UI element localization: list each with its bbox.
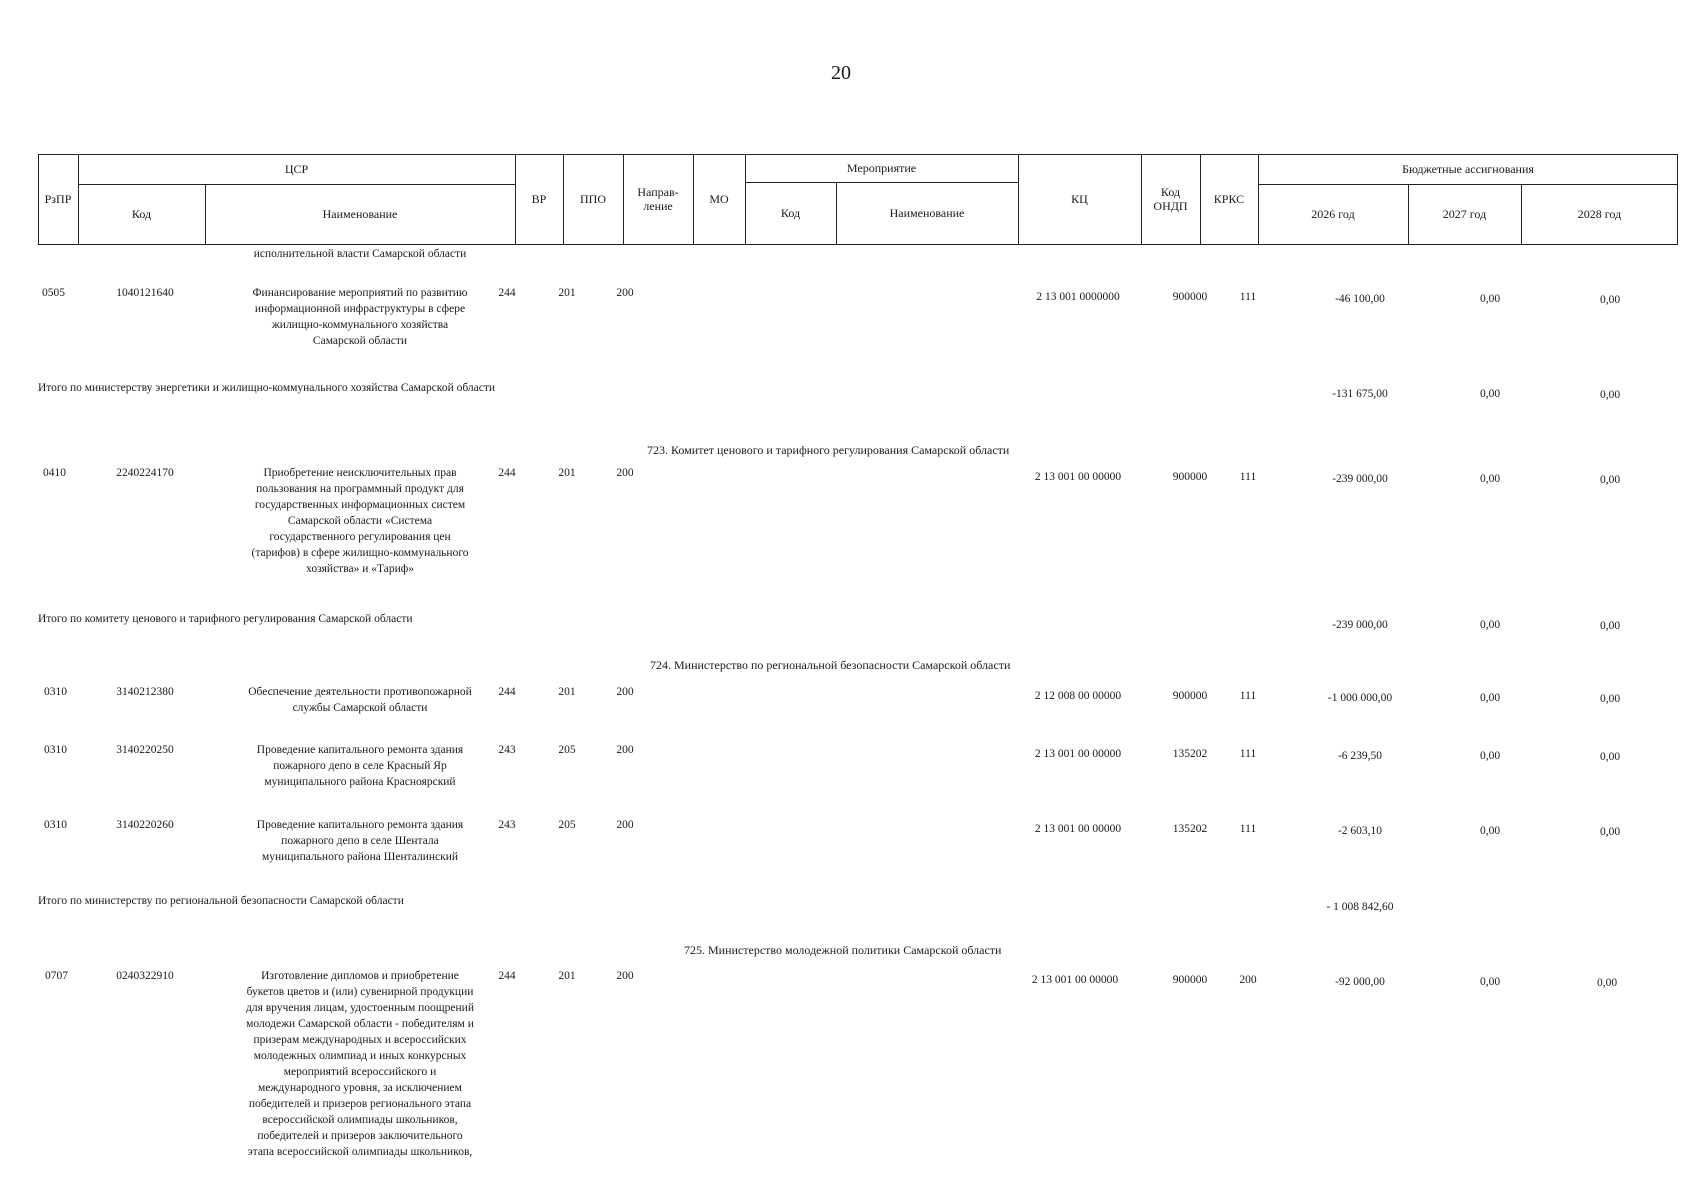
cell-ppo: 201 <box>558 686 576 698</box>
total-label: Итого по комитету ценового и тарифного регулирования Самарской области <box>38 613 413 625</box>
cell-2028: 0,00 <box>1599 474 1621 486</box>
cell-2026: -92 000,00 <box>1335 976 1385 988</box>
cell-ondp: 900000 <box>1172 974 1208 986</box>
cell-ondp: 135202 <box>1172 823 1208 835</box>
cell-rzpr: 0310 <box>44 744 67 756</box>
cell-ppo: 205 <box>558 819 576 831</box>
col-csr: ЦСР <box>284 162 309 176</box>
cell-direction: 200 <box>616 467 634 479</box>
cell-code: 0240322910 <box>116 970 174 982</box>
cell-vr: 244 <box>498 970 516 982</box>
total-label: Итого по министерству энергетики и жилищно-коммунального хозяйства Самарской области <box>38 382 496 394</box>
cell-kc: 2 12 008 00 00000 <box>1034 690 1122 702</box>
cell-direction: 200 <box>616 744 634 756</box>
cell-name: Приобретение неисключительных прав пользования на программный продукт для государственных информационных систем Самарской области «Система государственного регулирования цен (тарифов) в сфере жилищно-коммунального хозяйства» и «Тариф» <box>251 467 469 575</box>
cell-rzpr: 0505 <box>42 287 65 299</box>
col-2027: 2027 год <box>1442 207 1487 221</box>
cell-2027: 0,00 <box>1479 473 1501 485</box>
cell-direction: 200 <box>616 287 634 299</box>
cell-kc: 2 13 001 00 00000 <box>1034 748 1122 760</box>
cell-name: Финансирование мероприятий по развитию информационной инфраструктуры в сфере жилищно-коммунального хозяйства Самарской области <box>252 287 468 347</box>
cell-vr: 243 <box>498 744 516 756</box>
cell-krks: 200 <box>1239 974 1257 986</box>
cell-2028: 0,00 <box>1596 977 1618 989</box>
cell-ondp: 900000 <box>1172 471 1208 483</box>
cell-rzpr: 0410 <box>43 467 66 479</box>
section-title-725: 725. Министерство молодежной политики Самарской области <box>684 943 1002 957</box>
cell-2026: -2 603,10 <box>1337 825 1383 837</box>
col-vr: ВР <box>531 192 547 206</box>
cell-code: 3140220250 <box>116 744 174 756</box>
cell-code: 1040121640 <box>116 287 174 299</box>
cell-ondp: 135202 <box>1172 748 1208 760</box>
cell-krks: 111 <box>1239 748 1257 760</box>
cell-kc: 2 13 001 00 00000 <box>1034 823 1122 835</box>
cell-vr: 244 <box>498 467 516 479</box>
total-2026: - 1 008 842,60 <box>1326 901 1394 913</box>
cell-vr: 244 <box>498 287 516 299</box>
cell-2027: 0,00 <box>1479 750 1501 762</box>
cell-2026: -1 000 000,00 <box>1327 692 1393 704</box>
cell-krks: 111 <box>1239 471 1257 483</box>
cell-direction: 200 <box>616 970 634 982</box>
section-title-724: 724. Министерство по региональной безопасности Самарской области <box>650 658 1011 672</box>
col-event: Мероприятие <box>846 161 917 175</box>
total-2026: -131 675,00 <box>1332 388 1388 400</box>
cell-rzpr: 0310 <box>44 686 67 698</box>
cell-kc: 2 13 001 00 00000 <box>1031 974 1119 986</box>
col-budget: Бюджетные ассигнования <box>1402 162 1534 176</box>
section-title-723: 723. Комитет ценового и тарифного регулирования Самарской области <box>647 443 1010 457</box>
cell-ppo: 205 <box>558 744 576 756</box>
cell-ppo: 201 <box>558 467 576 479</box>
cell-ondp: 900000 <box>1172 690 1208 702</box>
cell-2027: 0,00 <box>1479 825 1501 837</box>
cell-krks: 111 <box>1239 823 1257 835</box>
cell-2027: 0,00 <box>1479 293 1501 305</box>
cell-2028: 0,00 <box>1599 826 1621 838</box>
cell-rzpr: 0310 <box>44 819 67 831</box>
cell-2028: 0,00 <box>1599 693 1621 705</box>
cell-code: 3140212380 <box>116 686 174 698</box>
cell-2027: 0,00 <box>1479 692 1501 704</box>
total-2028: 0,00 <box>1599 620 1621 632</box>
page-number: 20 <box>831 62 851 84</box>
col-kc: КЦ <box>1071 192 1088 206</box>
col-2028: 2028 год <box>1577 207 1622 221</box>
cell-ppo: 201 <box>558 970 576 982</box>
cell-name: Проведение капитального ремонта здания пожарного депо в селе Шентала муниципального района Шенталинский <box>256 819 464 863</box>
cell-2028: 0,00 <box>1599 294 1621 306</box>
cell-name: Проведение капитального ремонта здания пожарного депо в селе Красный Яр муниципального района Красноярский <box>256 744 464 788</box>
col-event-code: Код <box>780 206 801 220</box>
col-direction: Направ- ление <box>637 185 679 213</box>
table-header <box>38 154 1678 248</box>
cell-2026: -46 100,00 <box>1335 293 1385 305</box>
cell-2027: 0,00 <box>1479 976 1501 988</box>
cell-kc: 2 13 001 0000000 <box>1036 291 1120 303</box>
cell-2026: -239 000,00 <box>1332 473 1388 485</box>
cell-code: 3140220260 <box>116 819 174 831</box>
cell-rzpr: 0707 <box>45 970 68 982</box>
cell-code: 2240224170 <box>116 467 174 479</box>
col-csr-code: Код <box>131 207 152 221</box>
col-rzpr: РзПР <box>44 192 72 206</box>
total-2027: 0,00 <box>1479 619 1501 631</box>
total-2027: 0,00 <box>1479 388 1501 400</box>
cell-direction: 200 <box>616 819 634 831</box>
continuation-text: исполнительной власти Самарской области <box>253 248 467 260</box>
cell-ppo: 201 <box>558 287 576 299</box>
cell-vr: 244 <box>498 686 516 698</box>
cell-direction: 200 <box>616 686 634 698</box>
col-csr-name: Наименование <box>322 207 398 221</box>
cell-krks: 111 <box>1239 690 1257 702</box>
cell-name: Обеспечение деятельности противопожарной службы Самарской области <box>248 686 472 714</box>
col-2026: 2026 год <box>1311 207 1355 221</box>
total-label: Итого по министерству по региональной безопасности Самарской области <box>38 895 404 907</box>
cell-ondp: 900000 <box>1172 291 1208 303</box>
total-2026: -239 000,00 <box>1332 619 1388 631</box>
col-ondp: Код ОНДП <box>1153 185 1188 213</box>
col-krks: КРКС <box>1213 192 1245 206</box>
col-mo: МО <box>709 192 729 206</box>
cell-name: Изготовление дипломов и приобретение букетов цветов и (или) сувенирной продукции для вручения лицам, удостоенным поощрений молодежи Самарской области - победителям и призерам международных и всероссийских молодежных олимпиад и иных конкурсных мероприятий всероссийского и международного уровня, за исключением победителей и призеров регионального этапа всероссийской олимпиады школьников, победителей и призеров заключительного этапа всероссийской олимпиады школьников, <box>246 970 474 1158</box>
cell-vr: 243 <box>498 819 516 831</box>
cell-krks: 111 <box>1239 291 1257 303</box>
cell-2026: -6 239,50 <box>1337 750 1383 762</box>
col-event-name: Наименование <box>889 206 965 220</box>
cell-2028: 0,00 <box>1599 751 1621 763</box>
col-ppo: ППО <box>580 192 606 206</box>
cell-kc: 2 13 001 00 00000 <box>1034 471 1122 483</box>
total-2028: 0,00 <box>1599 389 1621 401</box>
